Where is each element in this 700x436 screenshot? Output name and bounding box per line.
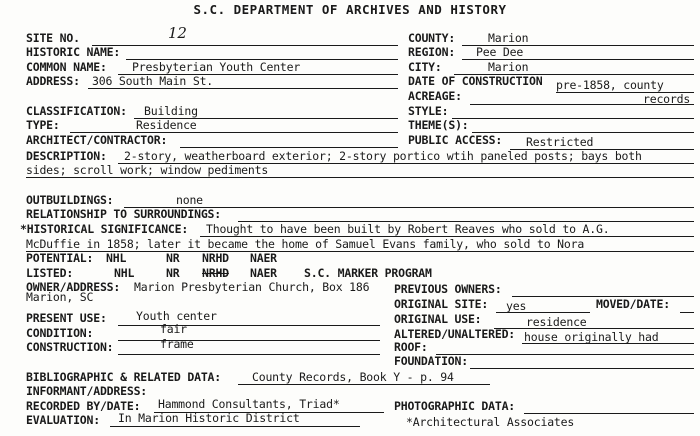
present-use-label: PRESENT USE: [26, 311, 107, 325]
city-label: CITY: [408, 60, 442, 74]
potential-naer: NAER [250, 251, 277, 265]
original-use-label: ORIGINAL USE: [394, 312, 482, 326]
historical-significance-line-1: Thought to have been built by Robert Reaves who sold to A.G. [206, 222, 610, 236]
public-access-label: PUBLIC ACCESS: [408, 133, 503, 147]
themes-label: THEME(S): [408, 118, 469, 132]
construction-label: CONSTRUCTION: [26, 340, 114, 354]
classification-value: Building [144, 104, 198, 118]
form-header: S.C. DEPARTMENT OF ARCHIVES AND HISTORY [193, 2, 507, 17]
listed-nr: NR [166, 266, 180, 280]
themes-line [472, 132, 694, 133]
original-site-value: yes [506, 299, 527, 313]
present-use-value: Youth center [136, 309, 217, 323]
date-construction-value: pre-1858, county [556, 78, 664, 92]
address-label: ADDRESS: [26, 74, 80, 88]
bibliographic-label: BIBLIOGRAPHIC & RELATED DATA: [26, 370, 221, 384]
outbuildings-value: none [176, 193, 203, 207]
original-site-label: ORIGINAL SITE: [394, 297, 489, 311]
style-label: STYLE: [408, 104, 449, 118]
recorded-by-value: Hammond Consultants, Triad* [158, 397, 340, 411]
listed-nrhd: NRHD [202, 266, 229, 280]
county-value: Marion [488, 31, 529, 45]
type-value: Residence [136, 118, 197, 132]
listed-naer: NAER [250, 266, 277, 280]
description-label: DESCRIPTION: [26, 149, 107, 163]
moved-date-label: MOVED/DATE: [596, 297, 670, 311]
date-construction-cont: records [643, 92, 691, 106]
common-name-value: Presbyterian Youth Center [132, 60, 301, 74]
potential-nhl: NHL [106, 251, 127, 265]
original-use-value: residence [526, 315, 587, 329]
region-value: Pee Dee [476, 45, 524, 59]
city-value: Marion [488, 60, 529, 74]
owner-address-label: OWNER/ADDRESS: [26, 280, 121, 294]
date-construction-label: DATE OF CONSTRUCTION [408, 74, 543, 88]
moved-date-line [680, 312, 694, 313]
historical-significance-line-2: McDuffie in 1858; later it became the home of Samuel Evans family, who sold to Nora [26, 237, 585, 251]
bibliographic-line [238, 384, 490, 385]
potential-nr: NR [166, 251, 180, 265]
acreage-label: ACREAGE: [408, 89, 462, 103]
present-use-line [118, 325, 380, 326]
roof-line [436, 354, 694, 355]
historical-significance-rule-2 [26, 251, 694, 252]
owner-address-value: Marion Presbyterian Church, Box 186 [134, 280, 370, 294]
listed-marker-program: S.C. MARKER PROGRAM [304, 266, 432, 280]
listed-nhl: NHL [114, 266, 135, 280]
historic-name-label: HISTORIC NAME: [26, 45, 121, 59]
description-line-2: sides; scroll work; window pediments [26, 163, 269, 177]
construction-line [118, 354, 380, 355]
address-value: 306 South Main St. [92, 74, 214, 88]
photographic-data-line [524, 413, 694, 414]
region-label: REGION: [408, 45, 456, 59]
bibliographic-value: County Records, Book Y - p. 94 [252, 370, 454, 384]
original-site-line [496, 312, 590, 313]
outbuildings-label: OUTBUILDINGS: [26, 193, 114, 207]
evaluation-label: EVALUATION: [26, 413, 100, 427]
condition-value: fair [160, 322, 187, 336]
condition-line [118, 340, 380, 341]
site-no-line [92, 45, 398, 46]
description-line-1: 2-story, weatherboard exterior; 2-story portico wtih paneled posts; bays both [124, 149, 642, 163]
potential-label: POTENTIAL: [26, 251, 94, 265]
foundation-line [470, 368, 694, 369]
address-line [88, 88, 398, 89]
common-name-label: COMMON NAME: [26, 60, 107, 74]
site-no-label: SITE NO. [26, 31, 80, 45]
historical-significance-label: *HISTORICAL SIGNIFICANCE: [20, 222, 189, 236]
roof-label: ROOF: [394, 340, 428, 354]
altered-value: house originally had [524, 330, 659, 344]
construction-value: frame [160, 337, 194, 351]
relationship-label: RELATIONSHIP TO SURROUNDINGS: [26, 207, 221, 221]
description-rule-2 [26, 177, 694, 178]
public-access-value: Restricted [526, 135, 594, 149]
original-use-line [494, 328, 694, 329]
evaluation-note: *Architectural Associates [406, 415, 575, 429]
classification-label: CLASSIFICATION: [26, 104, 127, 118]
style-line [452, 118, 694, 119]
previous-owners-label: PREVIOUS OWNERS: [394, 282, 502, 296]
informant-label: INFORMANT/ADDRESS: [26, 384, 148, 398]
listed-label: LISTED: [26, 266, 74, 280]
type-label: TYPE: [26, 118, 60, 132]
owner-address-cont: Marion, SC [26, 290, 94, 304]
acreage-line [470, 104, 694, 105]
altered-line [522, 343, 694, 344]
foundation-label: FOUNDATION: [394, 354, 468, 368]
architect-label: ARCHITECT/CONTRACTOR: [26, 133, 168, 147]
altered-label: ALTERED/UNALTERED: [394, 327, 516, 341]
evaluation-line [110, 426, 360, 427]
potential-nrhd: NRHD [202, 251, 229, 265]
evaluation-value: In Marion Historic District [118, 411, 300, 425]
county-label: COUNTY: [408, 31, 456, 45]
condition-label: CONDITION: [26, 326, 94, 340]
site-no-value: 12 [168, 24, 187, 42]
photographic-data-label: PHOTOGRAPHIC DATA: [394, 399, 516, 413]
architect-line [180, 147, 398, 148]
recorded-by-label: RECORDED BY/DATE: [26, 399, 141, 413]
